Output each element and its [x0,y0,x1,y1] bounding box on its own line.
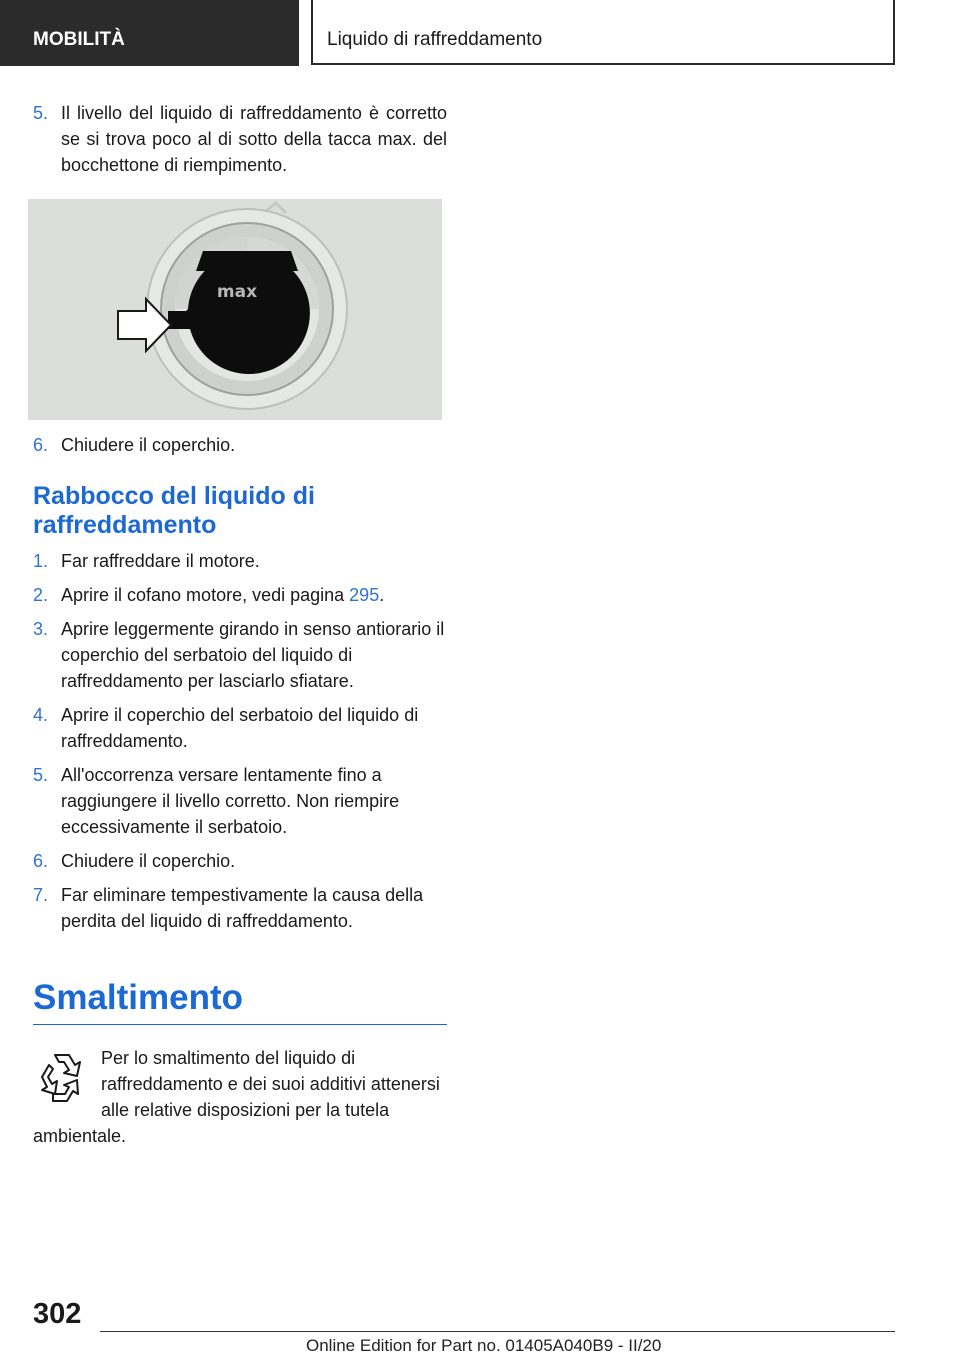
step-text: Aprire leggermente girando in senso antiorario il coperchio del serbatoio del liquido di raffreddamento per lasciarlo sfiatare. [61,619,445,691]
step-text: Aprire il cofano motore, vedi pagina [61,585,350,605]
step-number: 7. [33,885,49,905]
step-number: 1. [33,551,49,571]
step-text: Chiudere il coperchio. [61,851,236,871]
list-item [33,848,447,874]
list-item [33,882,447,934]
page-number: 302 [33,1298,82,1330]
step-number: 6. [33,435,49,455]
max-mark-label: max [216,282,258,302]
section-label: MOBILITÀ [0,0,299,66]
step-number: 2. [33,585,49,605]
step-text: Il livello del liquido di raffreddamento è corretto se si trova poco al di sotto della tacca max. del bocchettone di riempimento. [61,103,447,175]
step-number: 5. [33,103,49,123]
disposal-note-text: Per lo smaltimento del liquido di raffreddamento e dei suoi additivi attenersi alle relative disposizioni per la tutela ambientale. [33,1048,440,1146]
step-text: Aprire il coperchio del serbatoio del liquido di raffreddamento. [61,705,419,751]
step-text: Far raffreddare il motore. [61,551,260,571]
step-number: 4. [33,705,49,725]
step-number: 3. [33,619,49,639]
content-column [33,100,447,1149]
list-item [33,432,447,458]
section-heading-refill: Rabbocco del liquido di raffreddamento [33,482,315,539]
topic-label: Liquido di raffreddamento [311,0,895,65]
list-item [33,582,447,608]
list-item [33,762,447,840]
page-link[interactable]: 295 [349,585,380,605]
step-text: Chiudere il coperchio. [61,435,236,455]
list-item [33,100,447,178]
section-heading-disposal: Smaltimento [33,978,447,1025]
page-header [0,0,960,66]
disposal-note [33,1045,447,1149]
refill-steps [33,548,447,934]
edition-note: Online Edition for Part no. 01405A040B9 - II/20 [306,1336,662,1355]
step-text-end: . [379,585,385,605]
coolant-cap-photo [28,199,442,420]
list-item [33,702,447,754]
step-text: Far eliminare tempestivamente la causa della perdita del liquido di raffreddamento. [61,885,424,931]
list-item [33,548,447,574]
footer-divider [100,1331,895,1332]
list-item [33,616,447,694]
step-number: 5. [33,765,49,785]
step-text: All'occorrenza versare lentamente fino a raggiungere il livello corretto. Non riempire eccessivamente il serbatoio. [61,765,400,837]
step-number: 6. [33,851,49,871]
recycle-icon [33,1049,91,1115]
